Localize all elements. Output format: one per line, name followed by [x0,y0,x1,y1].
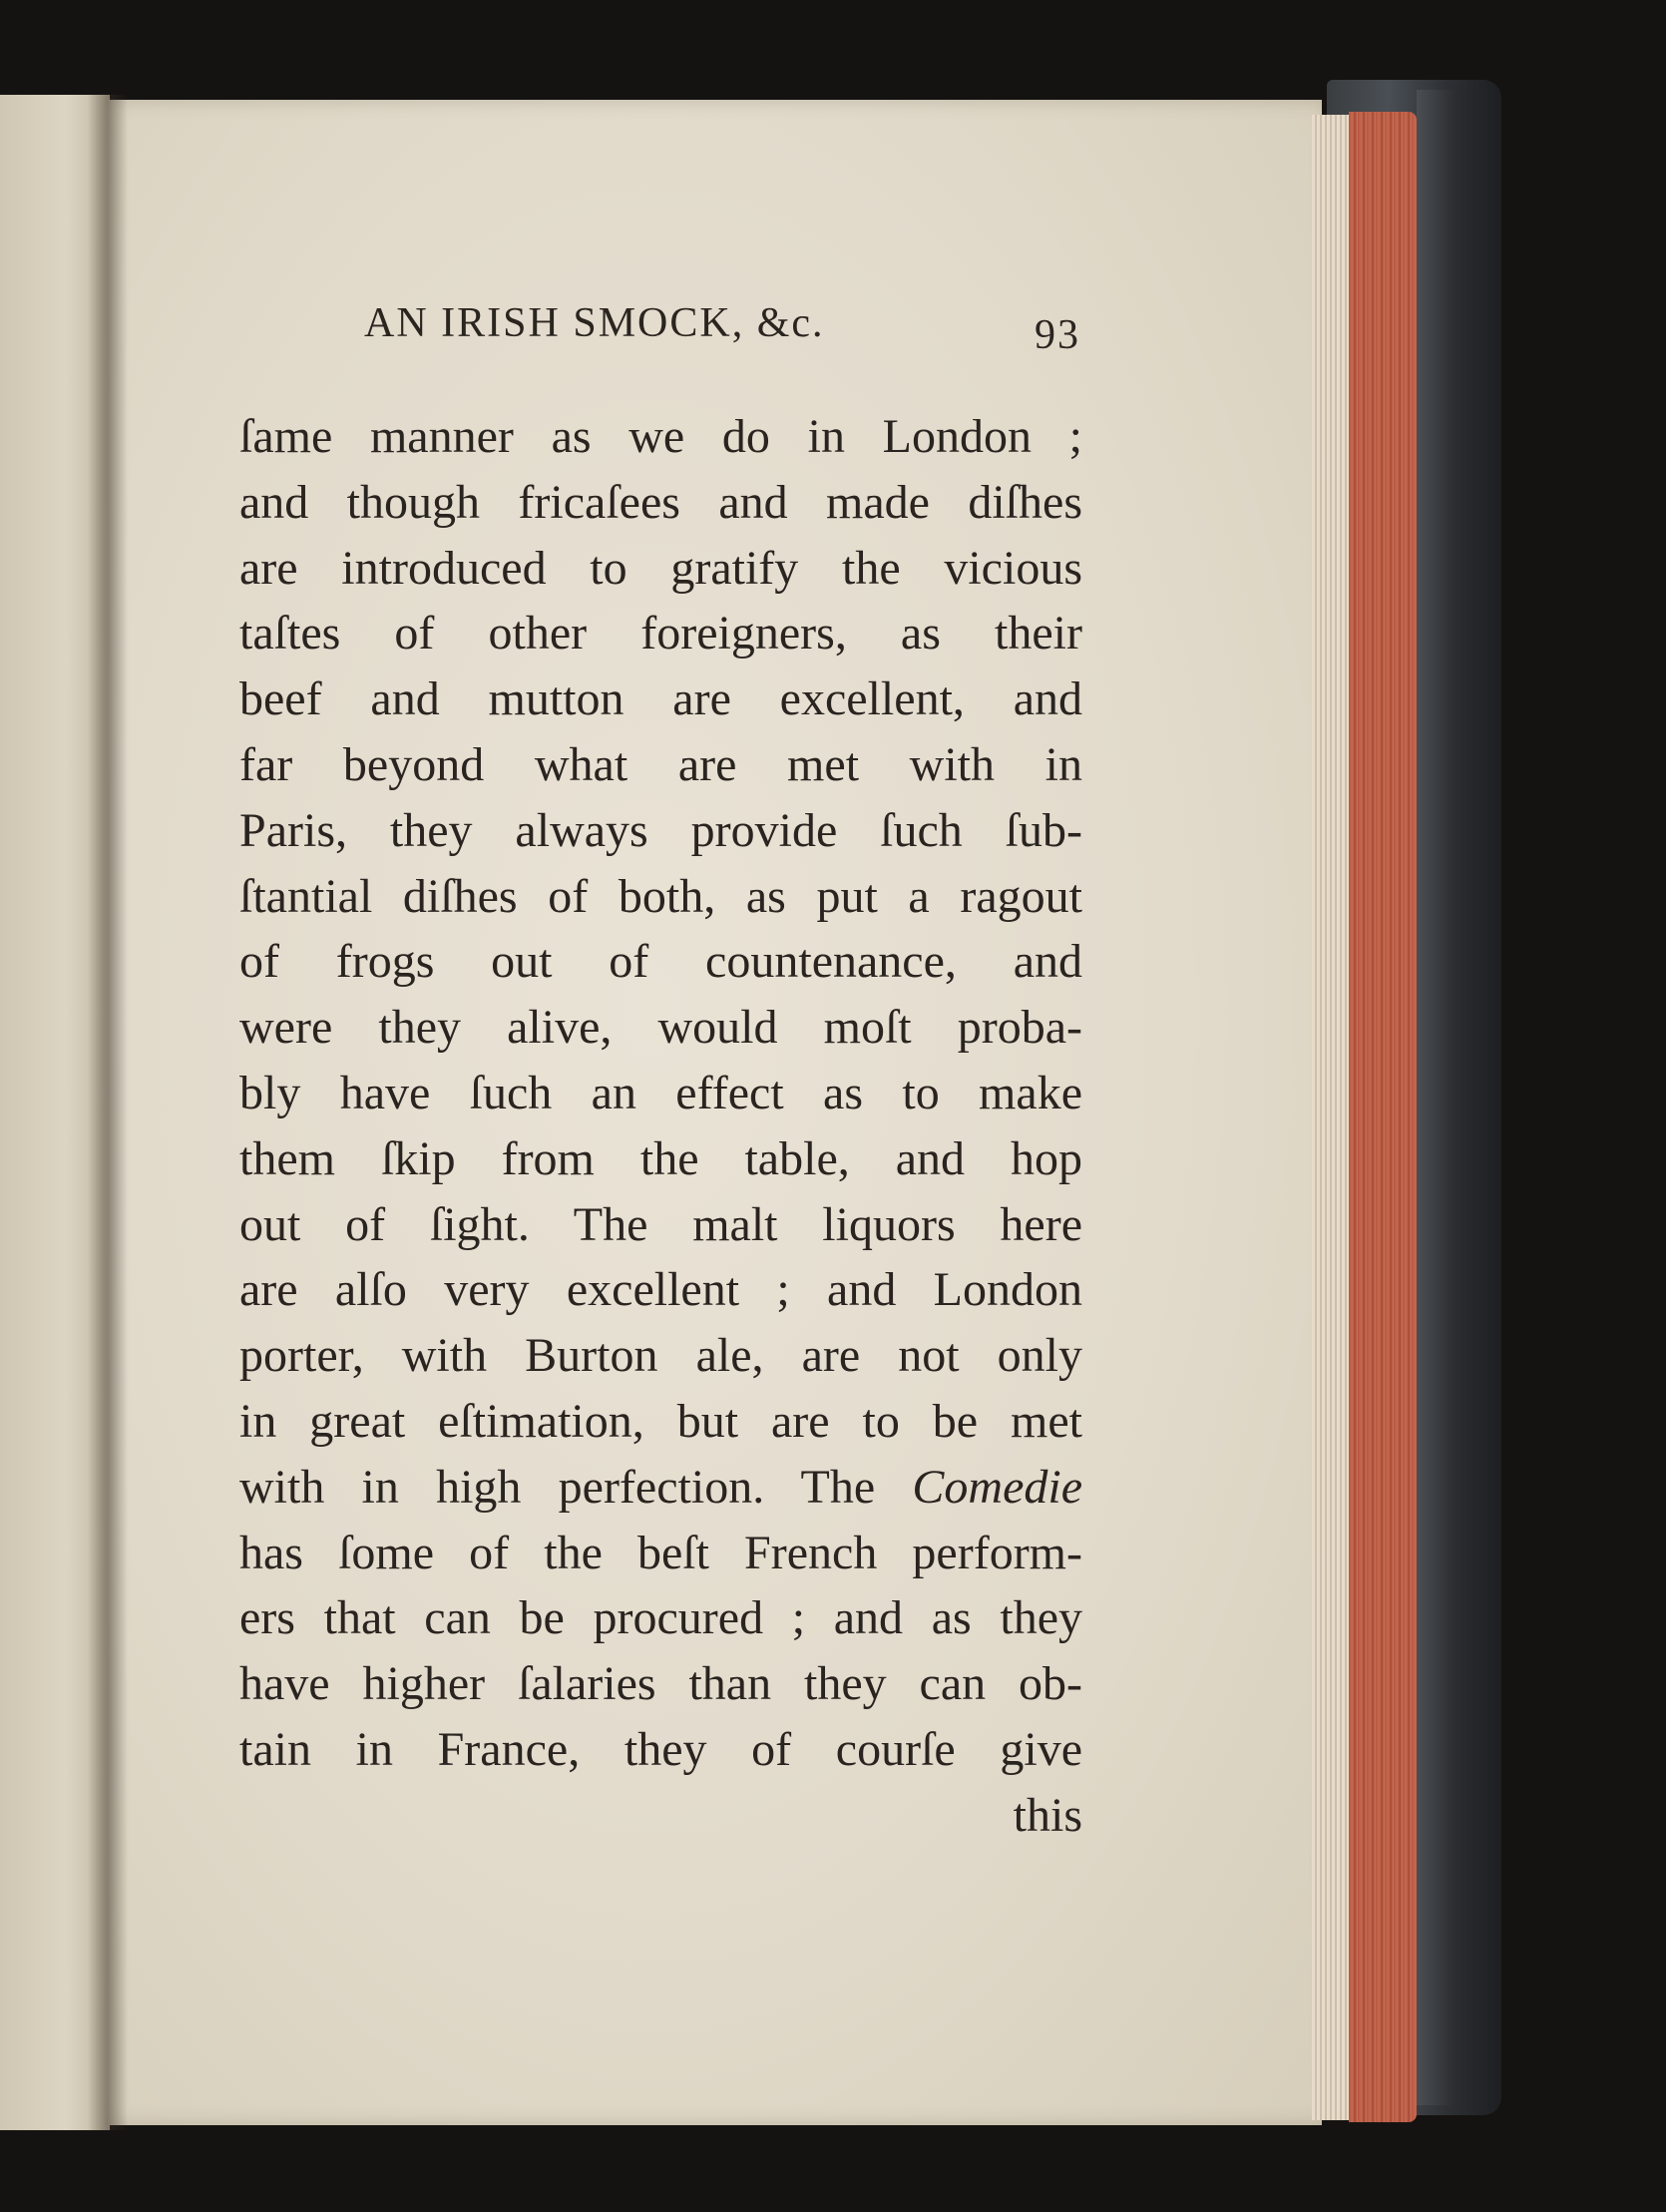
italic-word: Comedie [912,1460,1083,1514]
text-line-with-italic [239,1455,1082,1521]
text-line: are alſo very excellent ; and London [239,1263,1082,1317]
text-line: and though fricaſees and made diſhes [239,475,1082,529]
text-line: porter, with Burton ale, are not only [239,1329,1082,1383]
text-line: tain in France, they of courſe give [239,1722,1082,1776]
text-line: far beyond what are met with in [239,737,1082,791]
text-line: ſame manner as we do in London ; [239,410,1082,463]
text-line: have higher ſalaries than they can ob- [239,1657,1082,1711]
text-line: ſtantial diſhes of both, as put a ragout [239,869,1082,923]
running-title: AN IRISH SMOCK, &c. [364,300,825,346]
gutter-shadow [88,95,128,2130]
text-line: Paris, they always provide ſuch ſub- [239,803,1082,857]
text-line: out of ſight. The malt liquors here [239,1197,1082,1251]
text-line: ers that can be procured ; and as they [239,1591,1082,1645]
text-line: has ſome of the beſt French perform- [239,1526,1082,1579]
text-line: of frogs out of countenance, and [239,935,1082,989]
text-line: were they alive, would moſt proba- [239,1001,1082,1055]
text-line: bly have ſuch an effect as to make [239,1066,1082,1119]
text-line: beef and mutton are excellent, and [239,672,1082,726]
page-number: 93 [1035,312,1080,358]
text-line: taſtes of other foreigners, as their [239,607,1082,661]
cover-edge [1417,90,1457,2105]
red-page-edge [1349,112,1417,2122]
text-line: in great eſtimation, but are to be met [239,1394,1082,1448]
catchword: this [1013,1788,1082,1842]
text-line: them ſkip from the table, and hop [239,1131,1082,1185]
text-line-segment: with in high perfection. The [239,1460,876,1514]
body-text [239,404,1082,1849]
text-line: are introduced to gratify the vicious [239,541,1082,595]
